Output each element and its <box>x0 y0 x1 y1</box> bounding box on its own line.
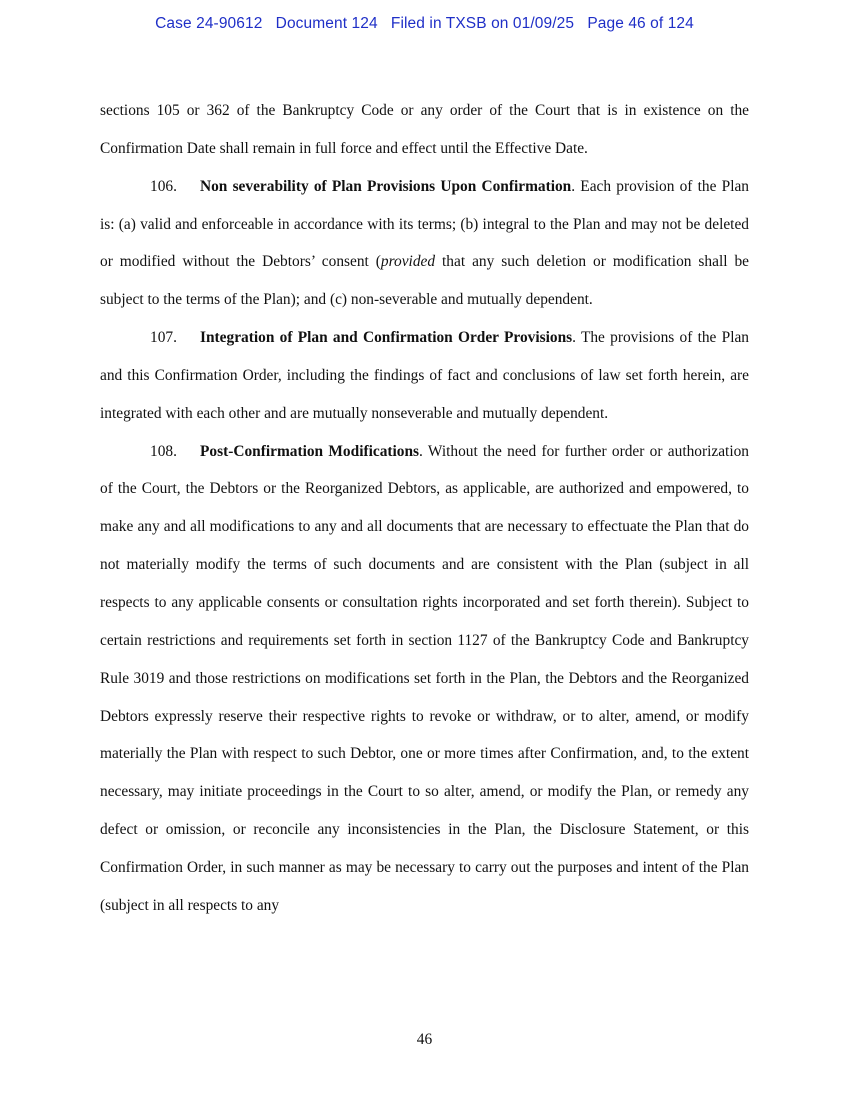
paragraph-text: . Each provision of the Plan is: (a) valid and enforceable in accordance with its terms; (b) integral to the Plan and may not be deleted or modified without the Debtors’ consent ( <box>100 177 749 271</box>
paragraph-italic-term: provided <box>380 253 436 271</box>
filing-info: Filed in TXSB on 01/09/25 <box>390 15 575 32</box>
paragraph-106 <box>100 168 749 319</box>
document-body <box>100 92 749 925</box>
case-number: Case 24-90612 <box>155 15 263 32</box>
paragraph-number: 108. <box>150 442 177 460</box>
paragraph-number: 106. <box>150 177 177 195</box>
document-number: Document 124 <box>275 15 378 32</box>
paragraph-heading: Post-Confirmation Modifications <box>200 442 420 460</box>
paragraph-number: 107. <box>150 329 177 347</box>
case-header <box>0 15 849 33</box>
continuation-paragraph: sections 105 or 362 of the Bankruptcy Code or any order of the Court that is in existence on the Confirmation Date shall remain in full force and effect until the Effective Date. <box>100 102 749 157</box>
paragraph-heading: Non severability of Plan Provisions Upon Confirmation <box>200 177 572 195</box>
paragraph-text: . The provisions of the Plan and this Confirmation Order, including the findings of fact and conclusions of law set forth herein, are integrated with each other and are mutually nonseverable and mutually dependent. <box>100 329 750 422</box>
paragraph-108 <box>100 433 749 925</box>
page-info: Page 46 of 124 <box>587 15 694 32</box>
paragraph-107 <box>100 319 749 433</box>
page-number: 46 <box>416 1031 433 1048</box>
paragraph-heading: Integration of Plan and Confirmation Order Provisions <box>200 329 573 347</box>
paragraph-text: . Without the need for further order or authorization of the Court, the Debtors or the Reorganized Debtors, as applicable, are authorized and empowered, to make any and all modifications to any and all documents that are necessary to effectuate the Plan that do not materially modify the terms of such documents and are consistent with the Plan (subject in all respects to any applicable consents or consultation rights incorporated and set forth therein). Subject to certain restrictions and requirements set forth in section 1127 of the Bankruptcy Code and Bankruptcy Rule 3019 and those restrictions on modifications set forth in the Plan, the Debtors and the Reorganized Debtors expressly reserve their respective rights to revoke or withdraw, or to alter, amend, or modify materially the Plan with respect to such Debtor, one or more times after Confirmation, and, to the extent necessary, may initiate proceedings in the Court to so alter, amend, or modify the Plan, or remedy any defect or omission, or reconcile any inconsistencies in the Plan, the Disclosure Statement, or this Confirmation Order, in such manner as may be necessary to carry out the purposes and intent of the Plan (subject in all respects to any <box>100 442 749 914</box>
paragraph-text-continued: that any such deletion or modification shall be subject to the terms of the Plan); and (c) non-severable and mutually dependent. <box>100 253 749 309</box>
